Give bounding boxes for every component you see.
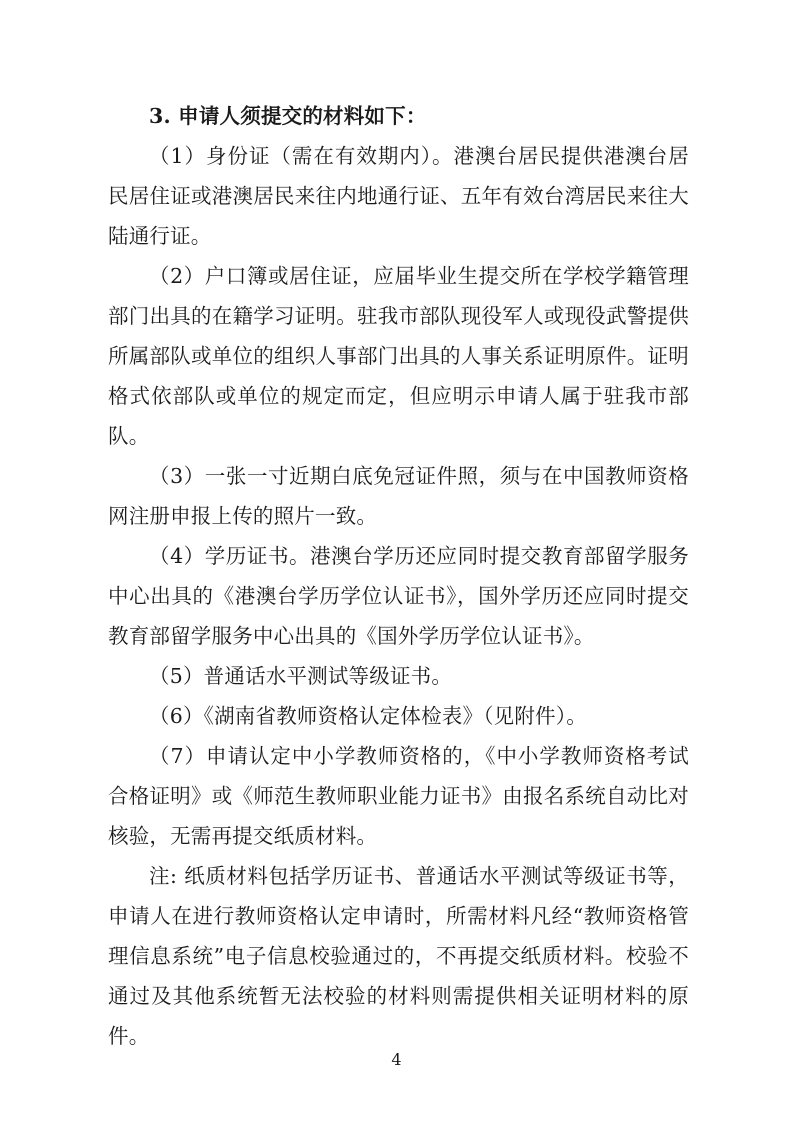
- document-body: [108, 96, 689, 1056]
- paragraph-item-3: （3）一张一寸近期白底免冠证件照，须与在中国教师资格网注册申报上传的照片一致。: [108, 464, 689, 528]
- paragraph-item-5: （5）普通话水平测试等级证书。: [149, 664, 453, 688]
- page-number: 4: [391, 1050, 402, 1069]
- paragraph-item-4: （4）学历证书。港澳台学历还应同时提交教育部留学服务中心出具的《港澳台学历学位认证书》，国外学历还应同时提交教育部留学服务中心出具的《国外学历学位认证书》。: [108, 544, 689, 648]
- paragraph-note: 注: 纸质材料包括学历证书、普通话水平测试等级证书等，申请人在进行教师资格认定申请时，所需材料凡经“教师资格管理信息系统”电子信息校验通过的，不再提交纸质材料。校验不通过及其他系统暂无法校验的材料则需提供相关证明材料的原件。: [108, 864, 689, 1048]
- paragraph-item-6: （6）《湖南省教师资格认定体检表》（见附件）。: [149, 704, 587, 728]
- paragraph-item-7: （7）申请认定中小学教师资格的，《中小学教师资格考试合格证明》或《师范生教师职业能力证书》由报名系统自动比对核验，无需再提交纸质材料。: [108, 744, 689, 848]
- paragraph-item-2: （2）户口簿或居住证，应届毕业生提交所在学校学籍管理部门出具的在籍学习证明。驻我市部队现役军人或现役武警提供所属部队或单位的组织人事部门出具的人事关系证明原件。证明格式依部队或单位的规定而定，但应明示申请人属于驻我市部队。: [108, 264, 689, 448]
- paragraph-item-1: （1）身份证（需在有效期内）。港澳台居民提供港澳台居民居住证或港澳居民来往内地通行证、五年有效台湾居民来往大陆通行证。: [108, 144, 689, 248]
- section-heading: 3. 申请人须提交的材料如下：: [149, 104, 427, 128]
